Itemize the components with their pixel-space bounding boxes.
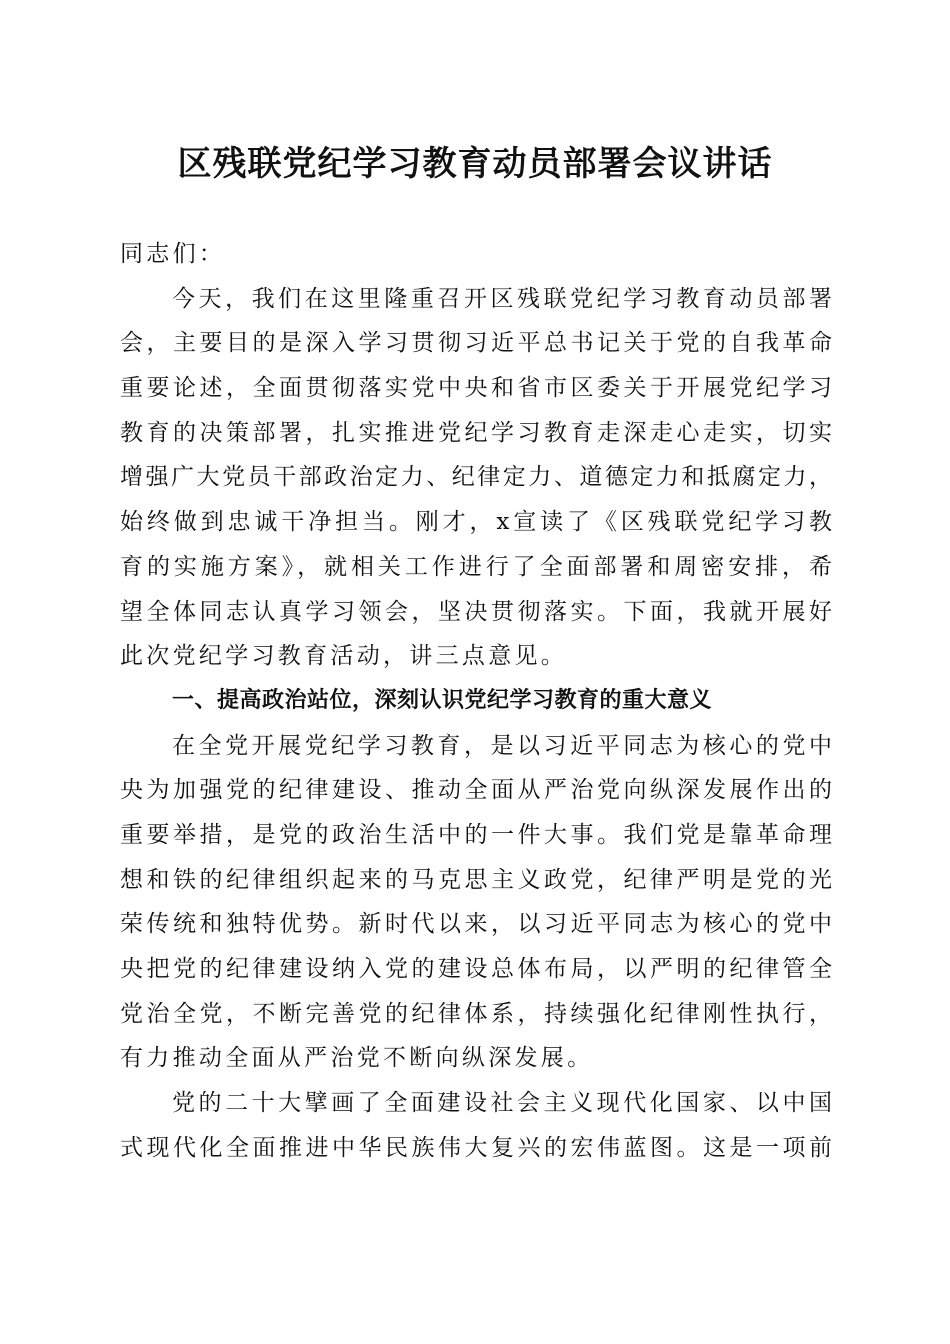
paragraph-line: 望全体同志认真学习领会，坚决贯彻落实。下面，我就开展好 (120, 598, 832, 625)
paragraph-line: 党的二十大擘画了全面建设社会主义现代化国家、以中国 (172, 1090, 832, 1117)
paragraph-line: 想和铁的纪律组织起来的马克思主义政党，纪律严明是党的光 (120, 866, 832, 893)
paragraph-line: 央把党的纪律建设纳入党的建设总体布局，以严明的纪律管全 (120, 956, 832, 982)
paragraph-line: 今天，我们在这里隆重召开区残联党纪学习教育动员部署 (172, 285, 832, 312)
paragraph-line: 央为加强党的纪律建设、推动全面从严治党向纵深发展作出的 (120, 777, 832, 804)
paragraph-line: 此次党纪学习教育活动，讲三点意见。 (120, 643, 568, 670)
paragraph-line: 始终做到忠诚干净担当。刚才，x宣读了《区残联党纪学习教 (120, 509, 832, 536)
paragraph-line: 式现代化全面推进中华民族伟大复兴的宏伟蓝图。这是一项前 (120, 1134, 832, 1161)
paragraph-line: 在全党开展党纪学习教育，是以习近平同志为核心的党中 (172, 732, 832, 759)
paragraphs (120, 277, 832, 1171)
section-heading (120, 679, 832, 724)
paragraph-line: 党治全党，不断完善党的纪律体系，持续强化纪律刚性执行， (120, 1000, 832, 1027)
heading-text: 一、提高政治站位，深刻认识党纪学习教育的重大意义 (172, 687, 713, 713)
document-title: 区残联党纪学习教育动员部署会议讲话 (177, 144, 773, 184)
paragraph-line: 重要举措，是党的政治生活中的一件大事。我们党是靠革命理 (120, 821, 832, 848)
document-body (120, 232, 832, 1170)
paragraph-line: 教育的决策部署，扎实推进党纪学习教育走深走心走实，切实 (120, 419, 832, 446)
paragraph-line: 会，主要目的是深入学习贯彻习近平总书记关于党的自我革命 (120, 330, 832, 357)
paragraph-line: 增强广大党员干部政治定力、纪律定力、道德定力和抵腐定力， (120, 464, 832, 491)
paragraph (120, 1081, 832, 1170)
paragraph-line: 育的实施方案》，就相关工作进行了全面部署和周密安排，希 (120, 553, 832, 580)
paragraph (120, 724, 832, 1082)
salutation: 同志们： (120, 241, 226, 267)
paragraph-line: 重要论述，全面贯彻落实党中央和省市区委关于开展党纪学习 (120, 375, 832, 402)
paragraph-line: 有力推动全面从严治党不断向纵深发展。 (120, 1045, 594, 1072)
paragraph-line: 荣传统和独特优势。新时代以来，以习近平同志为核心的党中 (120, 911, 832, 938)
paragraph (120, 277, 832, 679)
